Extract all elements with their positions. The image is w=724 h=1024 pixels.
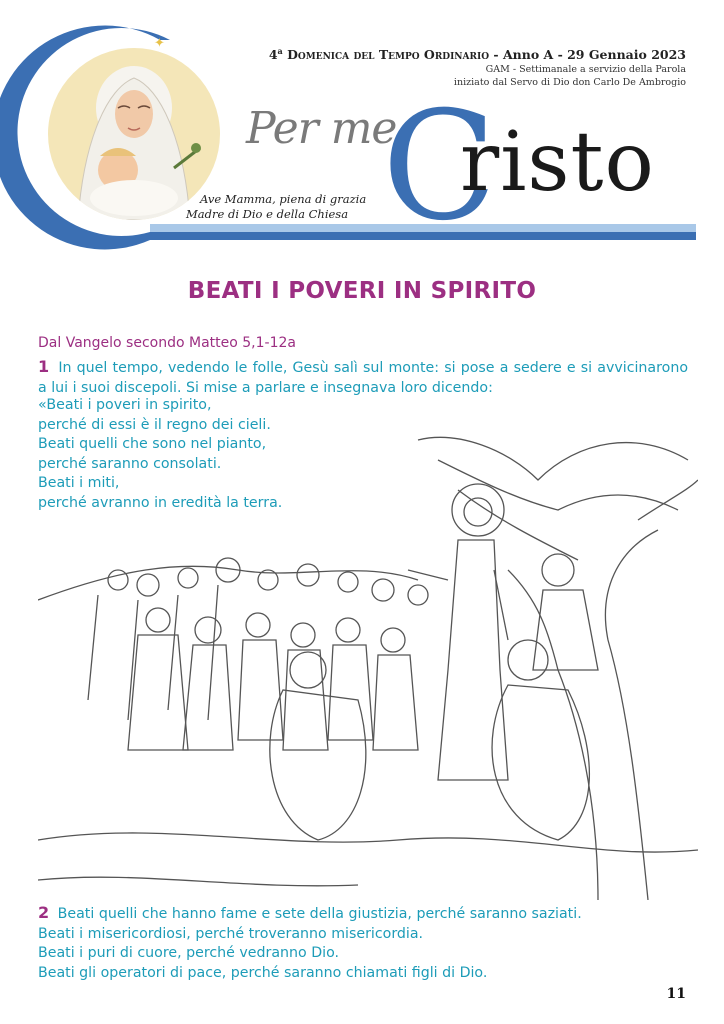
- beatitude-line: Beati i misericordiosi, perché troveranno misericordia.: [38, 925, 424, 942]
- star-icon: ✦: [154, 36, 165, 51]
- beatitude-line: Beati i miti,: [38, 475, 120, 491]
- section-2-number: 2: [38, 903, 50, 922]
- masthead-title-per-me: Per me: [246, 103, 397, 154]
- beatitude-line: «Beati i poveri in spirito,: [38, 397, 212, 413]
- section-1-number: 1: [38, 357, 50, 376]
- ave-caption-line-1: Ave Mamma, piena di grazia: [200, 192, 367, 206]
- ave-caption-line-2: Madre di Dio e della Chiesa: [186, 207, 349, 221]
- publisher-line-2: iniziato dal Servo di Dio don Carlo De Ambrogio: [453, 77, 686, 88]
- issue-date-line: 4$^a$ Domenica del Tempo Ordinario - Anno A - 29 Gennaio 2023: [268, 46, 686, 63]
- beatitude-line: perché avranno in eredità la terra.: [38, 494, 283, 511]
- beatitude-line: Beati i puri di cuore, perché vedranno Dio.: [38, 945, 340, 961]
- masthead: [0, 0, 724, 254]
- beatitude-line: Beati gli operatori di pace, perché saranno chiamati figli di Dio.: [38, 964, 488, 981]
- section-1-intro: [38, 357, 688, 398]
- section-1-intro-text: In quel tempo, vedendo le folle, Gesù salì sul monte: si pose a sedere e si avvicinarono a lui i suoi discepoli. Si mise a parlare e insegnava loro dicendo:: [38, 360, 688, 396]
- page-title: BEATI I POVERI IN SPIRITO: [187, 278, 537, 304]
- beatitude-line: perché saranno consolati.: [38, 455, 222, 472]
- sermon-on-the-mount-illustration: [38, 420, 698, 900]
- madonna-and-child-portrait: [48, 48, 220, 220]
- gospel-reference: Dal Vangelo secondo Matteo 5,1-12a: [38, 335, 296, 351]
- beatitude-line: perché di essi è il regno dei cieli.: [38, 416, 271, 433]
- section-2-beatitudes: [38, 903, 582, 983]
- masthead-title-initial: C: [382, 80, 497, 254]
- publisher-line-1: GAM - Settimanale a servizio della Parola: [485, 64, 686, 75]
- beatitude-line: Beati quelli che sono nel pianto,: [38, 436, 267, 452]
- masthead-title-risto: risto: [460, 115, 655, 210]
- beatitude-line: 2 Beati quelli che hanno fame e sete della giustizia, perché saranno saziati.: [38, 903, 582, 922]
- page-number: 11: [666, 986, 686, 1002]
